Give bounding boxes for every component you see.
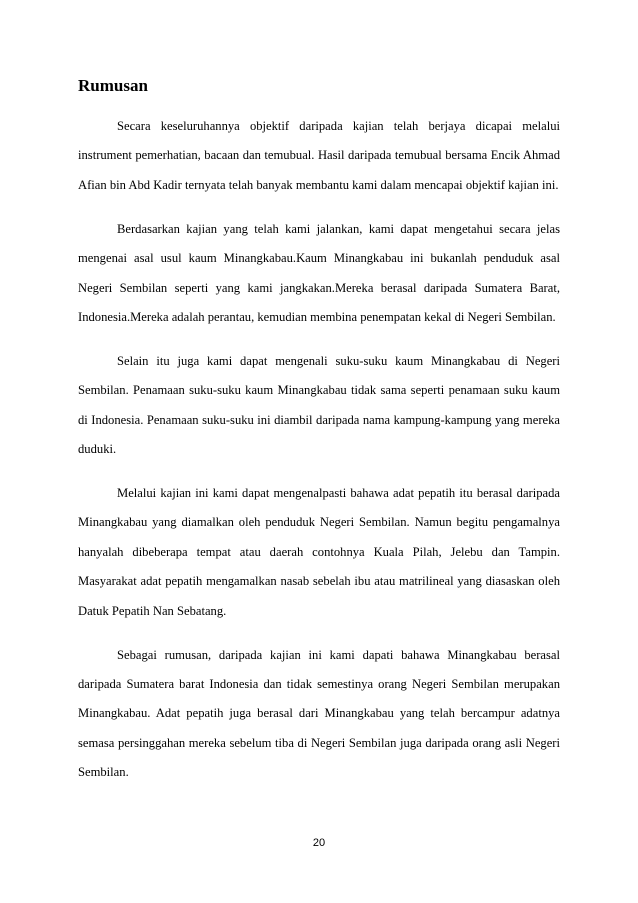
- body-text: [78, 112, 560, 802]
- paragraph-1: Secara keseluruhannya objektif daripada kajian telah berjaya dicapai melalui instrument pemerhatian, bacaan dan temubual. Hasil daripada temubual bersama Encik Ahmad Afian bin Abd Kadir ternyata telah banyak membantu kami dalam mencapai objektif kajian ini.: [78, 119, 560, 192]
- section-heading: Rumusan: [78, 76, 148, 95]
- paragraph-2: Berdasarkan kajian yang telah kami jalankan, kami dapat mengetahui secara jelas mengenai asal usul kaum Minangkabau.Kaum Minangkabau ini bukanlah penduduk asal Negeri Sembilan seperti yang kami jangkakan.Mereka berasal daripada Sumatera Barat, Indonesia.Mereka adalah perantau, kemudian membina penempatan kekal di Negeri Sembilan.: [78, 221, 560, 324]
- page-number: 20: [312, 837, 326, 849]
- paragraph-4: Melalui kajian ini kami dapat mengenalpasti bahawa adat pepatih itu berasal daripada Minangkabau yang diamalkan oleh penduduk Negeri Sembilan. Namun begitu pengamalnya hanyalah dibeberapa tempat atau daerah contohnya Kuala Pilah, Jelebu dan Tampin. Masyarakat adat pepatih mengamalkan nasab sebelah ibu atau matrilineal yang diasaskan oleh Datuk Pepatih Nan Sebatang.: [78, 485, 560, 618]
- paragraph-5: Sebagai rumusan, daripada kajian ini kami dapati bahawa Minangkabau berasal daripada Sumatera barat Indonesia dan tidak semestinya orang Negeri Sembilan merupakan Minangkabau. Adat pepatih juga berasal dari Minangkabau yang telah bercampur adatnya semasa persinggahan mereka sebelum tiba di Negeri Sembilan juga daripada orang asli Negeri Sembilan.: [78, 647, 560, 780]
- paragraph-3: Selain itu juga kami dapat mengenali suku-suku kaum Minangkabau di Negeri Sembilan. Penamaan suku-suku kaum Minangkabau tidak sama seperti penamaan suku kaum di Indonesia. Penamaan suku-suku ini diambil daripada nama kampung-kampung yang mereka duduki.: [78, 353, 560, 457]
